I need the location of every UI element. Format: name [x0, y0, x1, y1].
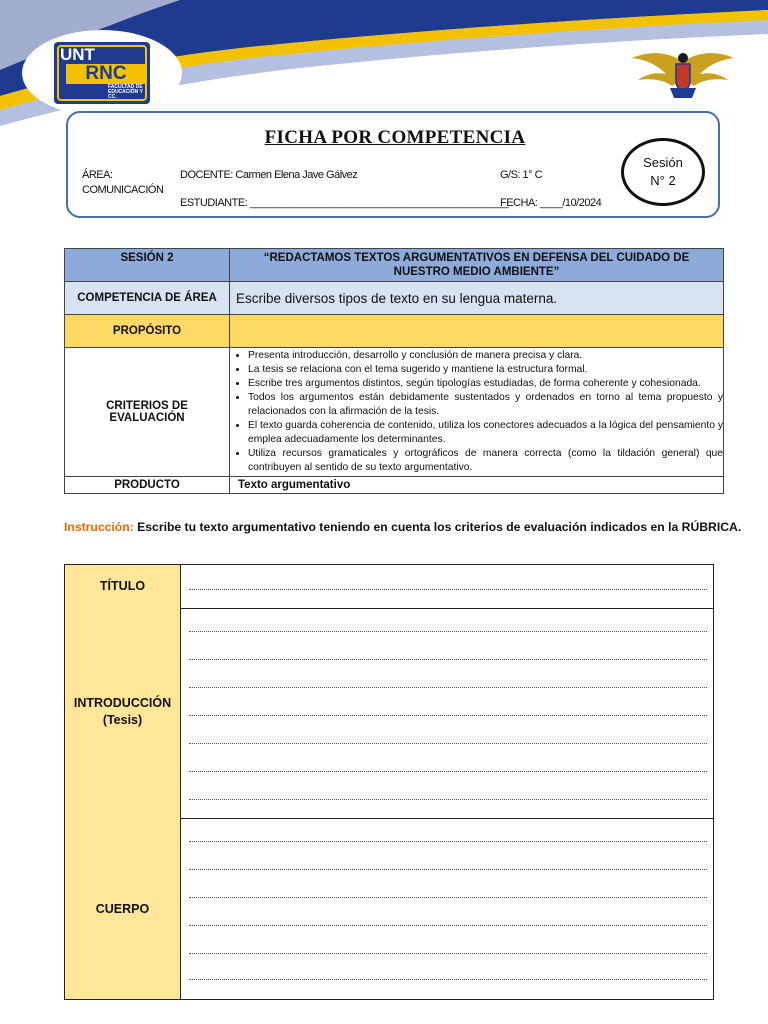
- introduccion-sublabel: (Tesis): [102, 713, 143, 727]
- area-label: ÁREA:: [82, 169, 113, 181]
- competencia-label: COMPETENCIA DE ÁREA: [65, 282, 230, 315]
- document-title: FICHA POR COMPETENCIA: [264, 127, 526, 148]
- logo-text-rnc: RNC: [66, 64, 146, 84]
- logo-text-unt: UNT: [60, 45, 95, 64]
- session-title: “REDACTAMOS TEXTOS ARGUMENTATIVOS EN DEFENSA DEL CUIDADO DE NUESTRO MEDIO AMBIENTE”: [230, 249, 724, 282]
- cuerpo-writing-line[interactable]: [189, 953, 707, 954]
- list-item: • La tesis se relaciona con el tema sugerido y mantiene la estructura formal.: [248, 363, 723, 377]
- producto-label: PRODUCTO: [65, 477, 230, 494]
- eagle-emblem-icon: [630, 48, 736, 102]
- session-info-table: [64, 248, 724, 494]
- writing-table: [64, 564, 714, 1000]
- session-badge-line1: Sesión: [643, 155, 683, 170]
- cuerpo-writing-line[interactable]: [189, 869, 707, 870]
- list-item: • Escribe tres argumentos distintos, según tipologías estudiadas, de forma coherente y cohesionada.: [248, 377, 723, 391]
- row-divider: [180, 608, 713, 609]
- fecha-field[interactable]: FECHA: ____/10/2024: [500, 197, 602, 209]
- docente-field: DOCENTE: Carmen Elena Jave Gálvez: [180, 169, 358, 181]
- cuerpo-label: CUERPO: [95, 902, 150, 916]
- session-label: SESIÓN 2: [65, 249, 230, 282]
- cuerpo-writing-line[interactable]: [189, 925, 707, 926]
- titulo-writing-line[interactable]: [189, 589, 707, 590]
- estudiante-field[interactable]: ESTUDIANTE: ______________________________________________: [180, 197, 509, 209]
- producto-value: Texto argumentativo: [230, 477, 724, 494]
- row-divider: [180, 818, 713, 819]
- introduccion-label: INTRODUCCIÓN: [73, 696, 172, 710]
- proposito-value: [230, 315, 724, 348]
- titulo-label: TÍTULO: [99, 579, 146, 593]
- header-card: [66, 111, 720, 218]
- list-item: • Utiliza recursos gramaticales y ortográficos de manera correcta (como la tildación general) que contribuyen al sentido de su texto argumentativo.: [248, 447, 723, 475]
- logo-faculty: FACULTAD DE EDUCACIÓN Y CC.: [108, 84, 143, 100]
- session-badge-line2: N° 2: [650, 173, 676, 188]
- intro-writing-line[interactable]: [189, 771, 707, 772]
- cuerpo-writing-line[interactable]: [189, 979, 707, 980]
- area-value: COMUNICACIÓN: [82, 184, 164, 196]
- competencia-value: Escribe diversos tipos de texto en su lengua materna.: [230, 282, 724, 315]
- list-item: • El texto guarda coherencia de contenido, utiliza los conectores adecuados a la lógica del pensamiento y emplea adecuadamente los determinantes.: [248, 419, 723, 447]
- intro-writing-line[interactable]: [189, 799, 707, 800]
- instruction-label: Instrucción:: [64, 520, 134, 534]
- intro-writing-line[interactable]: [189, 631, 707, 632]
- instruction: [64, 520, 754, 534]
- intro-writing-line[interactable]: [189, 659, 707, 660]
- intro-writing-line[interactable]: [189, 715, 707, 716]
- cuerpo-writing-line[interactable]: [189, 897, 707, 898]
- proposito-label: PROPÓSITO: [65, 315, 230, 348]
- criterios-label: CRITERIOS DE EVALUACIÓN: [65, 348, 230, 477]
- grado-field: G/S: 1° C: [500, 169, 543, 181]
- session-badge: [621, 138, 705, 206]
- list-item: • Presenta introducción, desarrollo y conclusión de manera precisa y clara.: [248, 349, 723, 363]
- criterios-list: [232, 349, 723, 475]
- cuerpo-writing-line[interactable]: [189, 841, 707, 842]
- university-logo: [22, 30, 182, 116]
- intro-writing-line[interactable]: [189, 687, 707, 688]
- intro-writing-line[interactable]: [189, 743, 707, 744]
- section-labels-column: [65, 565, 181, 999]
- instruction-text: Escribe tu texto argumentativo teniendo en cuenta los criterios de evaluación indicados en la RÚBRICA.: [133, 520, 742, 534]
- list-item: • Todos los argumentos están debidamente sustentados y ordenados en torno al tema propuesto y relacionados con la afirmación de la tesis.: [248, 391, 723, 419]
